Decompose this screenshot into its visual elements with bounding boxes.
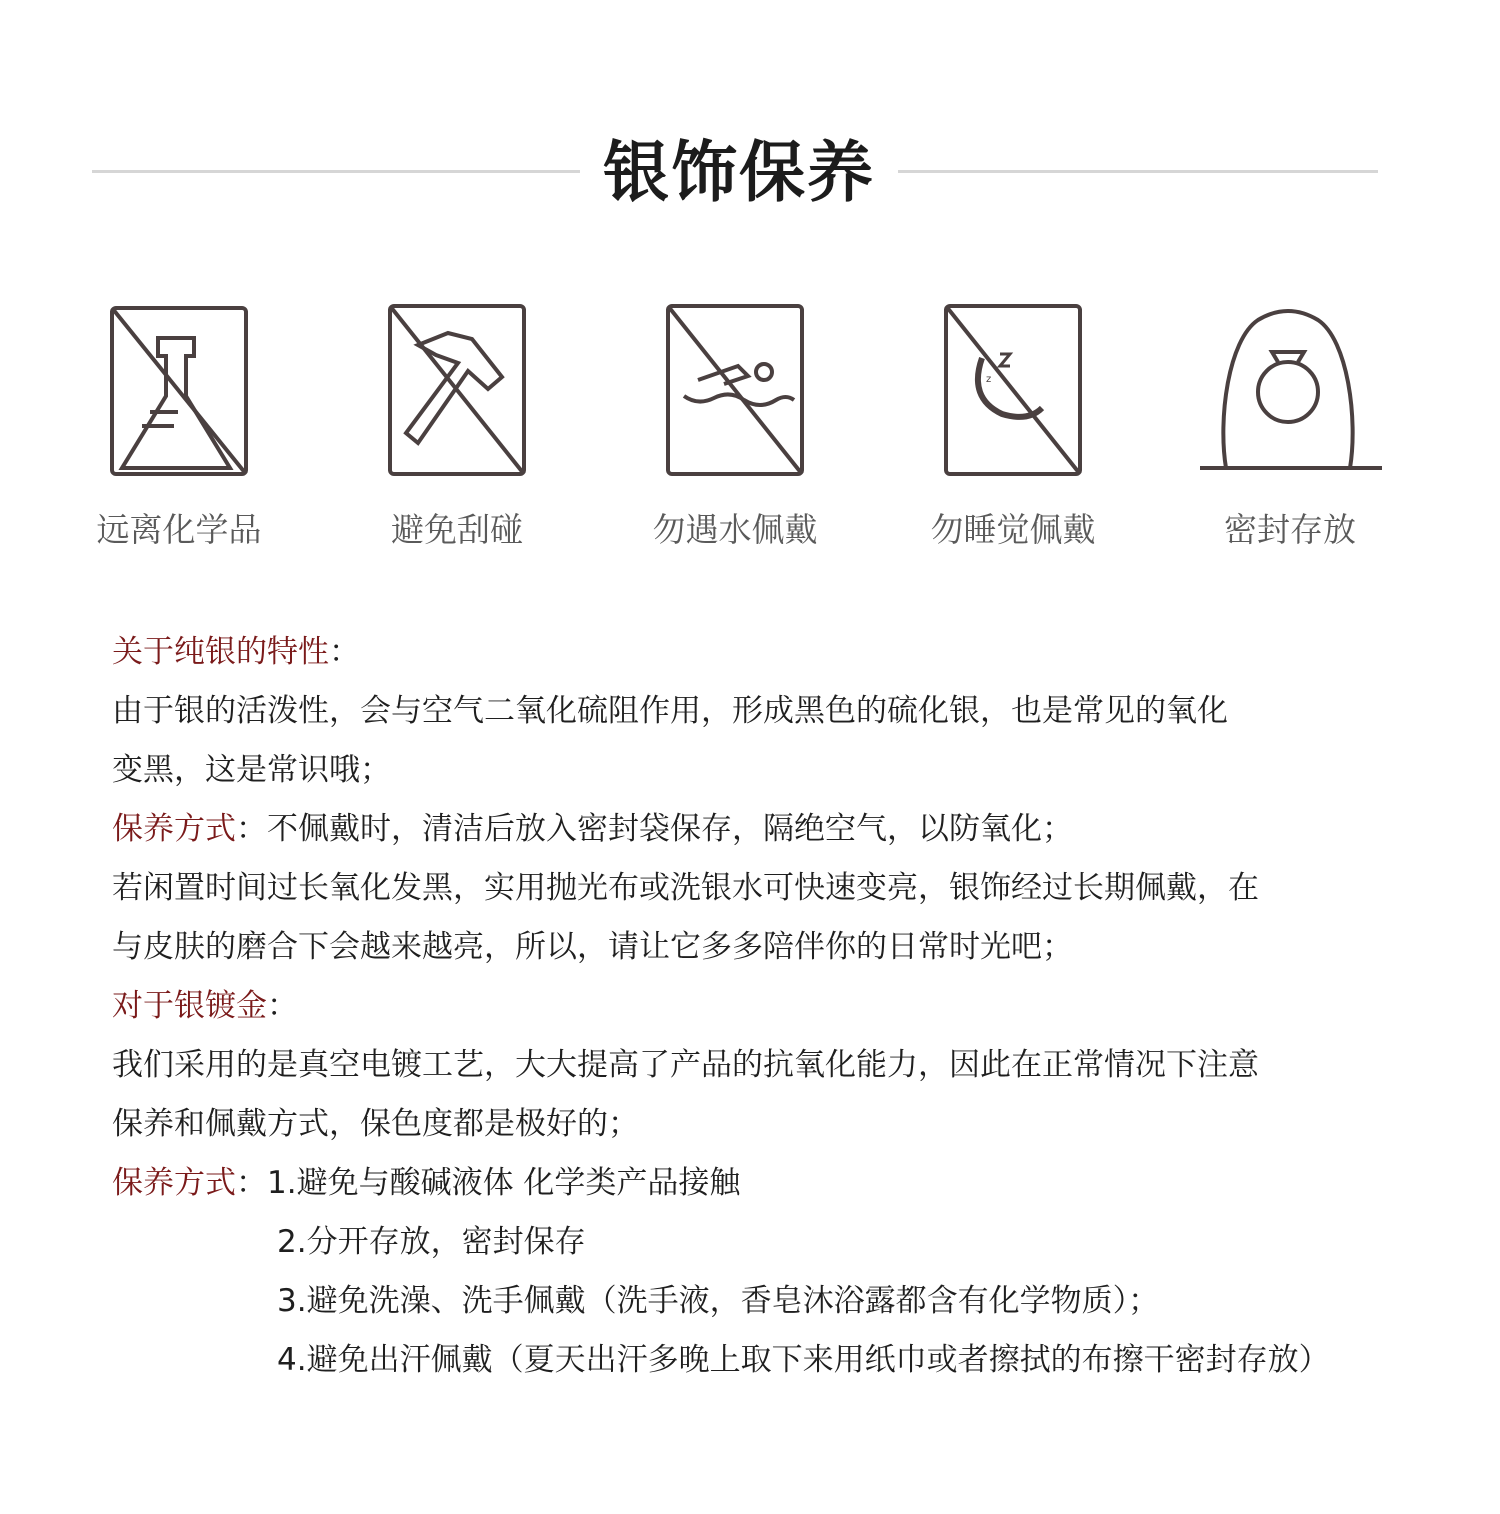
text-line: 我们采用的是真空电镀工艺，大大提高了产品的抗氧化能力，因此在正常情况下注意: [112, 1047, 1259, 1083]
hammer-prohibited-icon: [378, 300, 568, 485]
flask-prohibited-icon: [100, 300, 290, 485]
section-heading-silver-properties: 关于纯银的特性：: [112, 634, 360, 670]
icon-label-sleep: 勿睡觉佩戴: [930, 510, 1096, 549]
title-divider-right: [898, 170, 1378, 173]
icon-label-sealed: 密封存放: [1224, 510, 1356, 549]
care-instructions: [112, 623, 1432, 1390]
text-line: 由于银的活泼性，会与空气二氧化硫阻作用，形成黑色的硫化银，也是常见的氧化: [112, 693, 1228, 729]
icon-label-water: 勿遇水佩戴: [652, 510, 818, 549]
text-line: 与皮肤的磨合下会越来越亮，所以，请让它多多陪伴你的日常时光吧；: [112, 929, 1073, 965]
list-item: 2.分开存放，密封保存: [277, 1224, 586, 1260]
sleep-prohibited-icon: [934, 300, 1124, 485]
title-row: [0, 125, 1500, 225]
section-heading-gold-plating: 对于银镀金：: [112, 988, 298, 1024]
icon-label-scratch: 避免刮碰: [391, 510, 523, 549]
text-line: 保养和佩戴方式，保色度都是极好的；: [112, 1106, 639, 1142]
svg-text:z: z: [986, 374, 992, 385]
section-care-method-list: 保养方式：1.避免与酸碱液体 化学类产品接触: [112, 1165, 741, 1201]
text-line: 若闲置时间过长氧化发黑，实用抛光布或洗银水可快速变亮，银饰经过长期佩戴，在: [112, 870, 1259, 906]
list-item: 3.避免洗澡、洗手佩戴（洗手液，香皂沐浴露都含有化学物质）；: [277, 1283, 1160, 1319]
section-care-method: 保养方式：不佩戴时，清洁后放入密封袋保存，隔绝空气，以防氧化；: [112, 811, 1073, 847]
title-divider-left: [92, 170, 580, 173]
icon-label-chemicals: 远离化学品: [96, 510, 262, 549]
swimming-prohibited-icon: [656, 300, 846, 485]
sealed-bag-ring-icon: [1198, 300, 1388, 485]
page-title: 银饰保养: [603, 134, 875, 211]
text-line: 变黑，这是常识哦；: [112, 752, 391, 788]
list-item: 4.避免出汗佩戴（夏天出汗多晚上取下来用纸巾或者擦拭的布擦干密封存放）: [277, 1342, 1330, 1378]
